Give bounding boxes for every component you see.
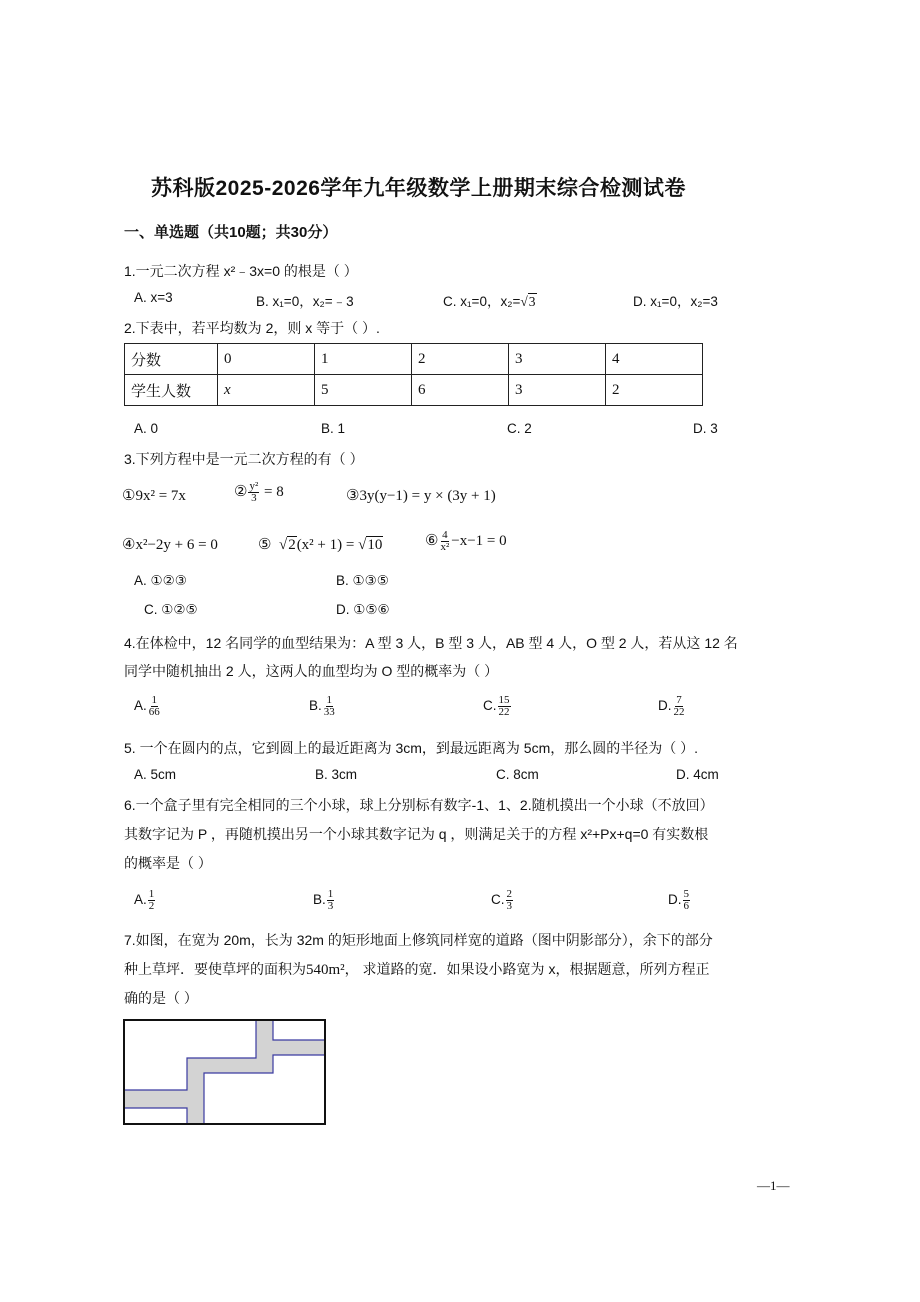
road-shaded	[124, 1020, 325, 1124]
denominator: 2	[148, 900, 155, 912]
equation-4: ④x²−2y + 6 = 0	[122, 537, 218, 553]
radicand: 2	[288, 537, 296, 553]
q4-option-d	[658, 695, 687, 718]
numerator: 7	[676, 694, 682, 706]
section-heading: 一、单选题（共10题；共30分）	[124, 224, 338, 241]
table-cell: 3	[509, 344, 606, 375]
table-cell: 5	[315, 375, 412, 406]
fraction	[323, 695, 336, 718]
page-number: —1—	[757, 1178, 790, 1193]
option-label: D.	[658, 698, 672, 714]
option-label: B.	[309, 698, 322, 714]
equation-2-marker: ②	[234, 483, 248, 500]
radicand: 10	[367, 537, 383, 553]
q7-text-b: ， 求道路的宽．如果设小路宽为 x，根据题意，所列方程正	[344, 961, 710, 977]
sqrt-symbol: √3	[520, 294, 536, 309]
q1-option-a: A. x=3	[134, 290, 173, 305]
road-diagram	[123, 1019, 327, 1126]
q6-option-b	[313, 889, 335, 912]
radicand: 3	[528, 294, 536, 309]
fraction	[327, 889, 335, 912]
fraction	[683, 889, 691, 912]
table-cell: 学生人数	[125, 375, 218, 406]
table-cell: 分数	[125, 344, 218, 375]
table-cell: x	[218, 375, 315, 406]
fraction	[673, 695, 686, 718]
q7-text-a: 种上草坪．要使草坪的面积为	[124, 961, 306, 977]
equation-1: ①9x² = 7x	[122, 488, 186, 504]
q3-option-a: A. ①②③	[134, 573, 187, 588]
denominator: 6	[683, 900, 689, 912]
question-4-line-1: 4.在体检中，12 名同学的血型结果为：A 型 3 人，B 型 3 人，AB 型 4 人，O 型 2 人，若从这 12 名	[124, 635, 738, 651]
equation-6	[425, 530, 507, 553]
equation-6-marker: ⑥	[425, 532, 439, 549]
option-label: C.	[491, 892, 505, 908]
option-label: D.	[668, 892, 682, 908]
numerator: 15	[498, 694, 510, 706]
q3-option-c: C. ①②⑤	[144, 602, 198, 617]
fraction	[498, 695, 511, 718]
table-cell: 2	[606, 375, 703, 406]
q5-option-b: B. 3cm	[315, 767, 358, 782]
equation-5-marker: ⑤	[258, 537, 272, 553]
table-cell: 6	[412, 375, 509, 406]
denominator: 22	[673, 706, 685, 718]
numerator: 2	[506, 888, 512, 900]
question-5-stem: 5. 一个在圆内的点，它到圆上的最近距离为 3cm，到最远距离为 5cm，那么圆的半径为（ ）.	[124, 740, 699, 756]
question-7-line-2	[124, 959, 709, 979]
q5-option-a: A. 5cm	[134, 767, 177, 782]
score-table	[124, 343, 703, 406]
table-cell: 4	[606, 344, 703, 375]
numerator: 5	[683, 888, 689, 900]
denominator: 66	[148, 706, 160, 718]
q2-option-a: A. 0	[134, 421, 159, 436]
question-6-line-1: 6.一个盒子里有完全相同的三个小球，球上分别标有数字-1、1、2.随机摸出一个小球（不放回）	[124, 797, 714, 813]
table-cell: 3	[509, 375, 606, 406]
q1-option-c-label: C. x₁=0，x₂=	[443, 294, 521, 309]
table-cell: 0	[218, 344, 315, 375]
q6-option-d	[668, 889, 691, 912]
fraction	[439, 530, 450, 553]
question-1-stem: 1.一元二次方程 x²﹣3x=0 的根是（ ）	[124, 263, 358, 279]
numerator: 4	[442, 529, 448, 541]
numerator: 1	[327, 888, 334, 900]
q2-option-c: C. 2	[507, 421, 532, 436]
page-title: 苏科版2025-2026学年九年级数学上册期末综合检测试卷	[151, 177, 686, 200]
table-cell: 1	[315, 344, 412, 375]
fraction	[148, 695, 161, 718]
equation-2-rest: = 8	[260, 483, 284, 500]
q1-option-b: B. x₁=0，x₂=﹣3	[256, 294, 354, 309]
denominator: 22	[498, 706, 510, 718]
numerator: 1	[326, 694, 333, 706]
denominator: 3	[251, 492, 257, 504]
option-label: A.	[134, 698, 147, 714]
q1-option-d: D. x₁=0，x₂=3	[633, 294, 718, 309]
table-row	[125, 344, 703, 375]
q6-option-a	[134, 889, 156, 912]
question-4-line-2: 同学中随机抽出 2 人，这两人的血型均为 O 型的概率为（ ）	[124, 663, 499, 679]
equation-5	[258, 535, 383, 554]
table-cell: 2	[412, 344, 509, 375]
sqrt-symbol: √10	[358, 537, 383, 553]
option-label: B.	[313, 892, 326, 908]
q4-option-a	[134, 695, 162, 718]
equation-2	[234, 481, 284, 504]
q3-option-d: D. ①⑤⑥	[336, 602, 390, 617]
denominator: x²	[440, 541, 450, 553]
equation-6-rest: −x−1 = 0	[451, 532, 507, 549]
question-7-line-1: 7.如图，在宽为 20m，长为 32m 的矩形地面上修筑同样宽的道路（图中阴影部分），余下的部分	[124, 932, 713, 948]
numerator: 1	[148, 888, 155, 900]
denominator: 3	[327, 900, 334, 912]
q2-option-b: B. 1	[321, 421, 346, 436]
fraction	[148, 889, 156, 912]
fraction	[506, 889, 514, 912]
fraction	[248, 481, 259, 504]
question-6-line-2: 其数字记为 P ，再随机摸出另一个小球其数字记为 q ，则满足关于的方程 x²+Px+q=0 有实数根	[124, 826, 709, 842]
q2-option-d: D. 3	[693, 421, 718, 436]
q1-option-c	[443, 290, 537, 310]
q5-option-d: D. 4cm	[676, 767, 719, 782]
q6-option-c	[491, 889, 514, 912]
table-row	[125, 375, 703, 406]
numerator: 1	[151, 694, 158, 706]
q3-option-b: B. ①③⑤	[336, 573, 389, 588]
option-label: C.	[483, 698, 497, 714]
question-2-stem: 2.下表中，若平均数为 2，则 x 等于（ ）.	[124, 320, 380, 336]
q4-option-c	[483, 695, 512, 718]
equation-3: ③3y(y−1) = y × (3y + 1)	[346, 488, 496, 504]
denominator: 3	[506, 900, 512, 912]
q4-option-b	[309, 695, 337, 718]
option-label: A.	[134, 892, 147, 908]
q5-option-c: C. 8cm	[496, 767, 539, 782]
area-value: 540m²	[306, 962, 345, 978]
equation-5-mid: (x² + 1) =	[296, 537, 359, 553]
question-3-stem: 3.下列方程中是一元二次方程的有（ ）	[124, 451, 364, 467]
question-6-line-3: 的概率是（ ）	[124, 855, 212, 871]
numerator: y²	[249, 480, 259, 492]
question-7-line-3: 确的是（ ）	[124, 990, 198, 1006]
denominator: 33	[323, 706, 335, 718]
sqrt-symbol: √2	[278, 537, 296, 553]
